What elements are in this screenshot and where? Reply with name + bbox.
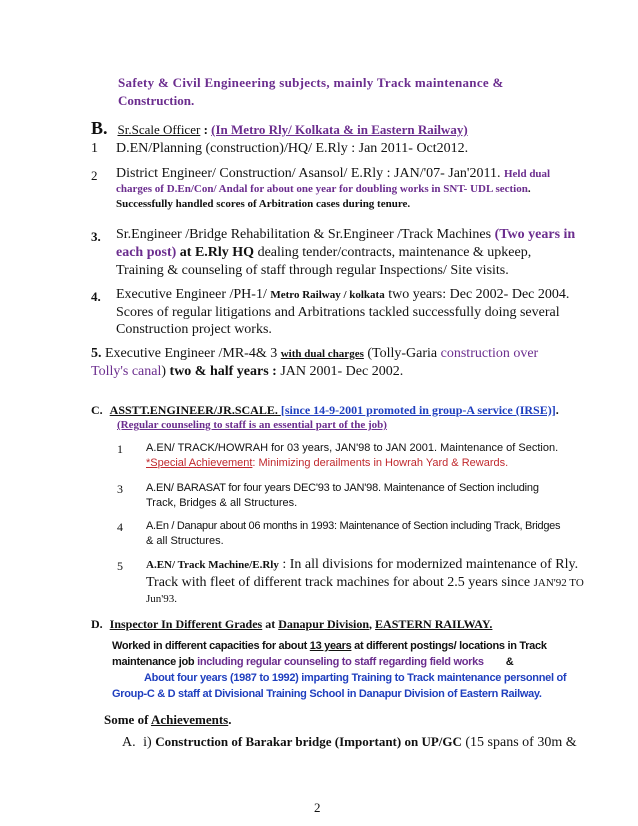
b-item-4-number: 4.: [91, 289, 101, 304]
section-d-para-line-1: [112, 640, 547, 652]
section-c-subheading: (Regular counseling to staff is an essential part of the job): [117, 419, 387, 431]
page-number: 2: [314, 800, 321, 815]
achievements-title: [104, 712, 231, 728]
c-item-1-line-2: [146, 457, 508, 469]
section-d-title: Inspector In Different Grades: [109, 617, 263, 631]
c-item-5-line-2a: Track with fleet of different track machines for about 2.5 years since: [146, 575, 534, 590]
achievement-a-num: i): [143, 735, 152, 750]
achievement-a-label: A.: [122, 735, 136, 750]
b-item-3-line-2: [116, 245, 531, 261]
b-item-2-number: 2: [91, 168, 98, 183]
b-item-4-line-1b: Metro Railway / kolkata: [270, 289, 385, 301]
b-item-4-line-1c: two years: Dec 2002- Dec 2004.: [384, 287, 570, 302]
c-item-1-line-2a: *Special Achievement: [146, 457, 253, 469]
b-item-3-line-3: Training & counseling of staff through regular Inspections/ Site visits.: [116, 263, 509, 278]
c-item-5-line-1: [146, 557, 578, 573]
b-item-4-line-1a: Executive Engineer /PH-1/: [116, 287, 271, 302]
section-d-heading: [91, 617, 492, 632]
achievements-title-a: Some of: [104, 712, 151, 727]
b-item-2-line-1: [116, 166, 550, 182]
b-item-3-number: 3.: [91, 229, 101, 244]
section-d-p1c: at different postings/ locations in Track: [351, 640, 547, 652]
section-c-note: [since 14-9-2001 promoted in group-A service (IRSE)]: [280, 403, 556, 417]
achievements-title-c: .: [228, 712, 232, 727]
b-item-5-line-2: [91, 364, 403, 380]
section-d-p2c: &: [505, 656, 514, 668]
c-item-5-line-2: [146, 575, 584, 591]
section-b-heading: [91, 118, 468, 139]
c-item-1-number: 1: [117, 442, 123, 456]
b-item-4-line-1: [116, 287, 569, 303]
section-d-mid: at: [262, 617, 279, 631]
c-item-5-line-1a: A.EN/ Track Machine/E.Rly: [146, 559, 279, 571]
b-item-5-line-1c: (Tolly-Garia: [363, 346, 441, 361]
c-item-3-line-1: A.EN/ BARASAT for four years DEC'93 to JAN'98. Maintenance of Section including: [146, 482, 539, 494]
b-item-5-line-2b: ): [161, 364, 170, 379]
c-item-5-line-3: Jun'93.: [146, 593, 178, 605]
section-d-para-line-4: Group-C & D staff at Divisional Training School in Danapur Division of Eastern Railway.: [112, 688, 542, 700]
c-item-3-line-2: Track, Bridges & all Structures.: [146, 497, 298, 509]
achievement-a: [122, 734, 577, 751]
c-item-5-line-1b: : In all divisions for modernized maintenance of Rly.: [278, 557, 579, 572]
b-item-2-extra: Held dual: [503, 168, 551, 180]
section-d-letter: D.: [91, 617, 103, 631]
b-item-5-line-1: [91, 346, 538, 362]
c-item-5-line-2b: JAN'92 TO: [533, 577, 584, 589]
b-item-2-line-2: [116, 183, 531, 195]
section-d-p1a: Worked in different capacities for about: [112, 640, 310, 652]
b-item-5-number: 5.: [91, 346, 102, 361]
c-item-5-number: 5: [117, 559, 123, 573]
achievements-title-b: Achievements: [150, 712, 229, 727]
b-item-2-line-3: Successfully handled scores of Arbitration cases during tenure.: [116, 198, 411, 210]
b-item-1-number: 1: [91, 141, 98, 156]
c-item-4-number: 4: [117, 520, 123, 534]
c-item-4-line-2: & all Structures.: [146, 535, 224, 547]
b-item-5-line-2a: Tolly's canal: [91, 364, 162, 379]
section-d-para-line-3: About four years (1987 to 1992) imparting Training to Track maintenance personnel of: [144, 672, 567, 684]
b-item-3-line-1b: (Two years in: [494, 227, 576, 242]
section-b-letter: B.: [91, 118, 108, 138]
b-item-5-line-1b: with dual charges: [280, 348, 364, 360]
c-item-1-line-2b: : Minimizing derailments in Howrah Yard & Rewards.: [252, 457, 509, 469]
section-d-p1b: 13 years: [309, 640, 352, 652]
b-item-3-line-2a: each post): [116, 245, 177, 260]
section-c-note-end: .: [555, 403, 559, 417]
b-item-5-line-1d: construction over: [440, 346, 539, 361]
section-d-p2a: maintenance job: [112, 656, 198, 668]
section-d-place: Danapur Division: [278, 617, 370, 631]
b-item-3-line-1: [116, 227, 575, 243]
section-d-para-line-2: [112, 656, 513, 668]
intro-line-2: Construction.: [118, 93, 195, 108]
b-item-4-line-2: Scores of regular litigations and Arbitrations tackled successfully doing several: [116, 305, 560, 320]
b-item-5-line-1a: Executive Engineer /MR-4& 3: [101, 346, 281, 361]
b-item-3-line-2b: at E.Rly HQ: [176, 245, 255, 260]
b-item-5-line-2c: two & half years :: [169, 364, 281, 379]
b-item-3-line-1a: Sr.Engineer /Bridge Rehabilitation & Sr.Engineer /Track Machines: [116, 227, 495, 242]
achievement-a-bold: Construction of Barakar bridge (Important) on UP/GC: [155, 734, 462, 749]
section-d-railway: EASTERN RAILWAY.: [375, 617, 493, 631]
b-item-2-line-2a: charges of D.En/Con/ Andal for about one year for doubling works in SNT- UDL section: [116, 183, 528, 195]
b-item-3-line-2c: dealing tender/contracts, maintenance & upkeep,: [254, 245, 532, 260]
section-b-title: Sr.Scale Officer: [117, 122, 201, 137]
section-b-title-wrap: [118, 121, 201, 138]
section-c-heading: [91, 403, 559, 418]
b-item-4-line-3: Construction project works.: [116, 322, 272, 337]
section-d-p2b: including regular counseling to staff regarding field works: [197, 656, 484, 668]
intro-line-1: Safety & Civil Engineering subjects, mainly Track maintenance &: [118, 75, 504, 90]
b-item-1-text: D.EN/Planning (construction)/HQ/ E.Rly : Jan 2011- Oct2012.: [116, 141, 469, 156]
c-item-4-line-1: A.En / Danapur about 06 months in 1993: Maintenance of Section including Track, Bridges: [146, 520, 561, 532]
section-b-colon: :: [200, 122, 212, 137]
section-b-note: (In Metro Rly/ Kolkata & in Eastern Railway): [211, 122, 468, 137]
c-item-1-line-1: A.EN/ TRACK/HOWRAH for 03 years, JAN'98 to JAN 2001. Maintenance of Section.: [146, 442, 559, 454]
achievement-a-rest: (15 spans of 30m &: [461, 735, 577, 750]
b-item-5-line-2d: JAN 2001- Dec 2002.: [280, 364, 404, 379]
section-c-letter: C.: [91, 403, 103, 417]
section-c-title: ASSTT.ENGINEER/JR.SCALE.: [109, 403, 281, 417]
b-item-2-line-2b: .: [527, 183, 531, 195]
b-item-2-text: District Engineer/ Construction/ Asansol/ E.Rly : JAN/'07- Jan'2011.: [116, 166, 501, 181]
section-d-comma: ,: [369, 617, 376, 631]
c-item-3-number: 3: [117, 482, 123, 496]
